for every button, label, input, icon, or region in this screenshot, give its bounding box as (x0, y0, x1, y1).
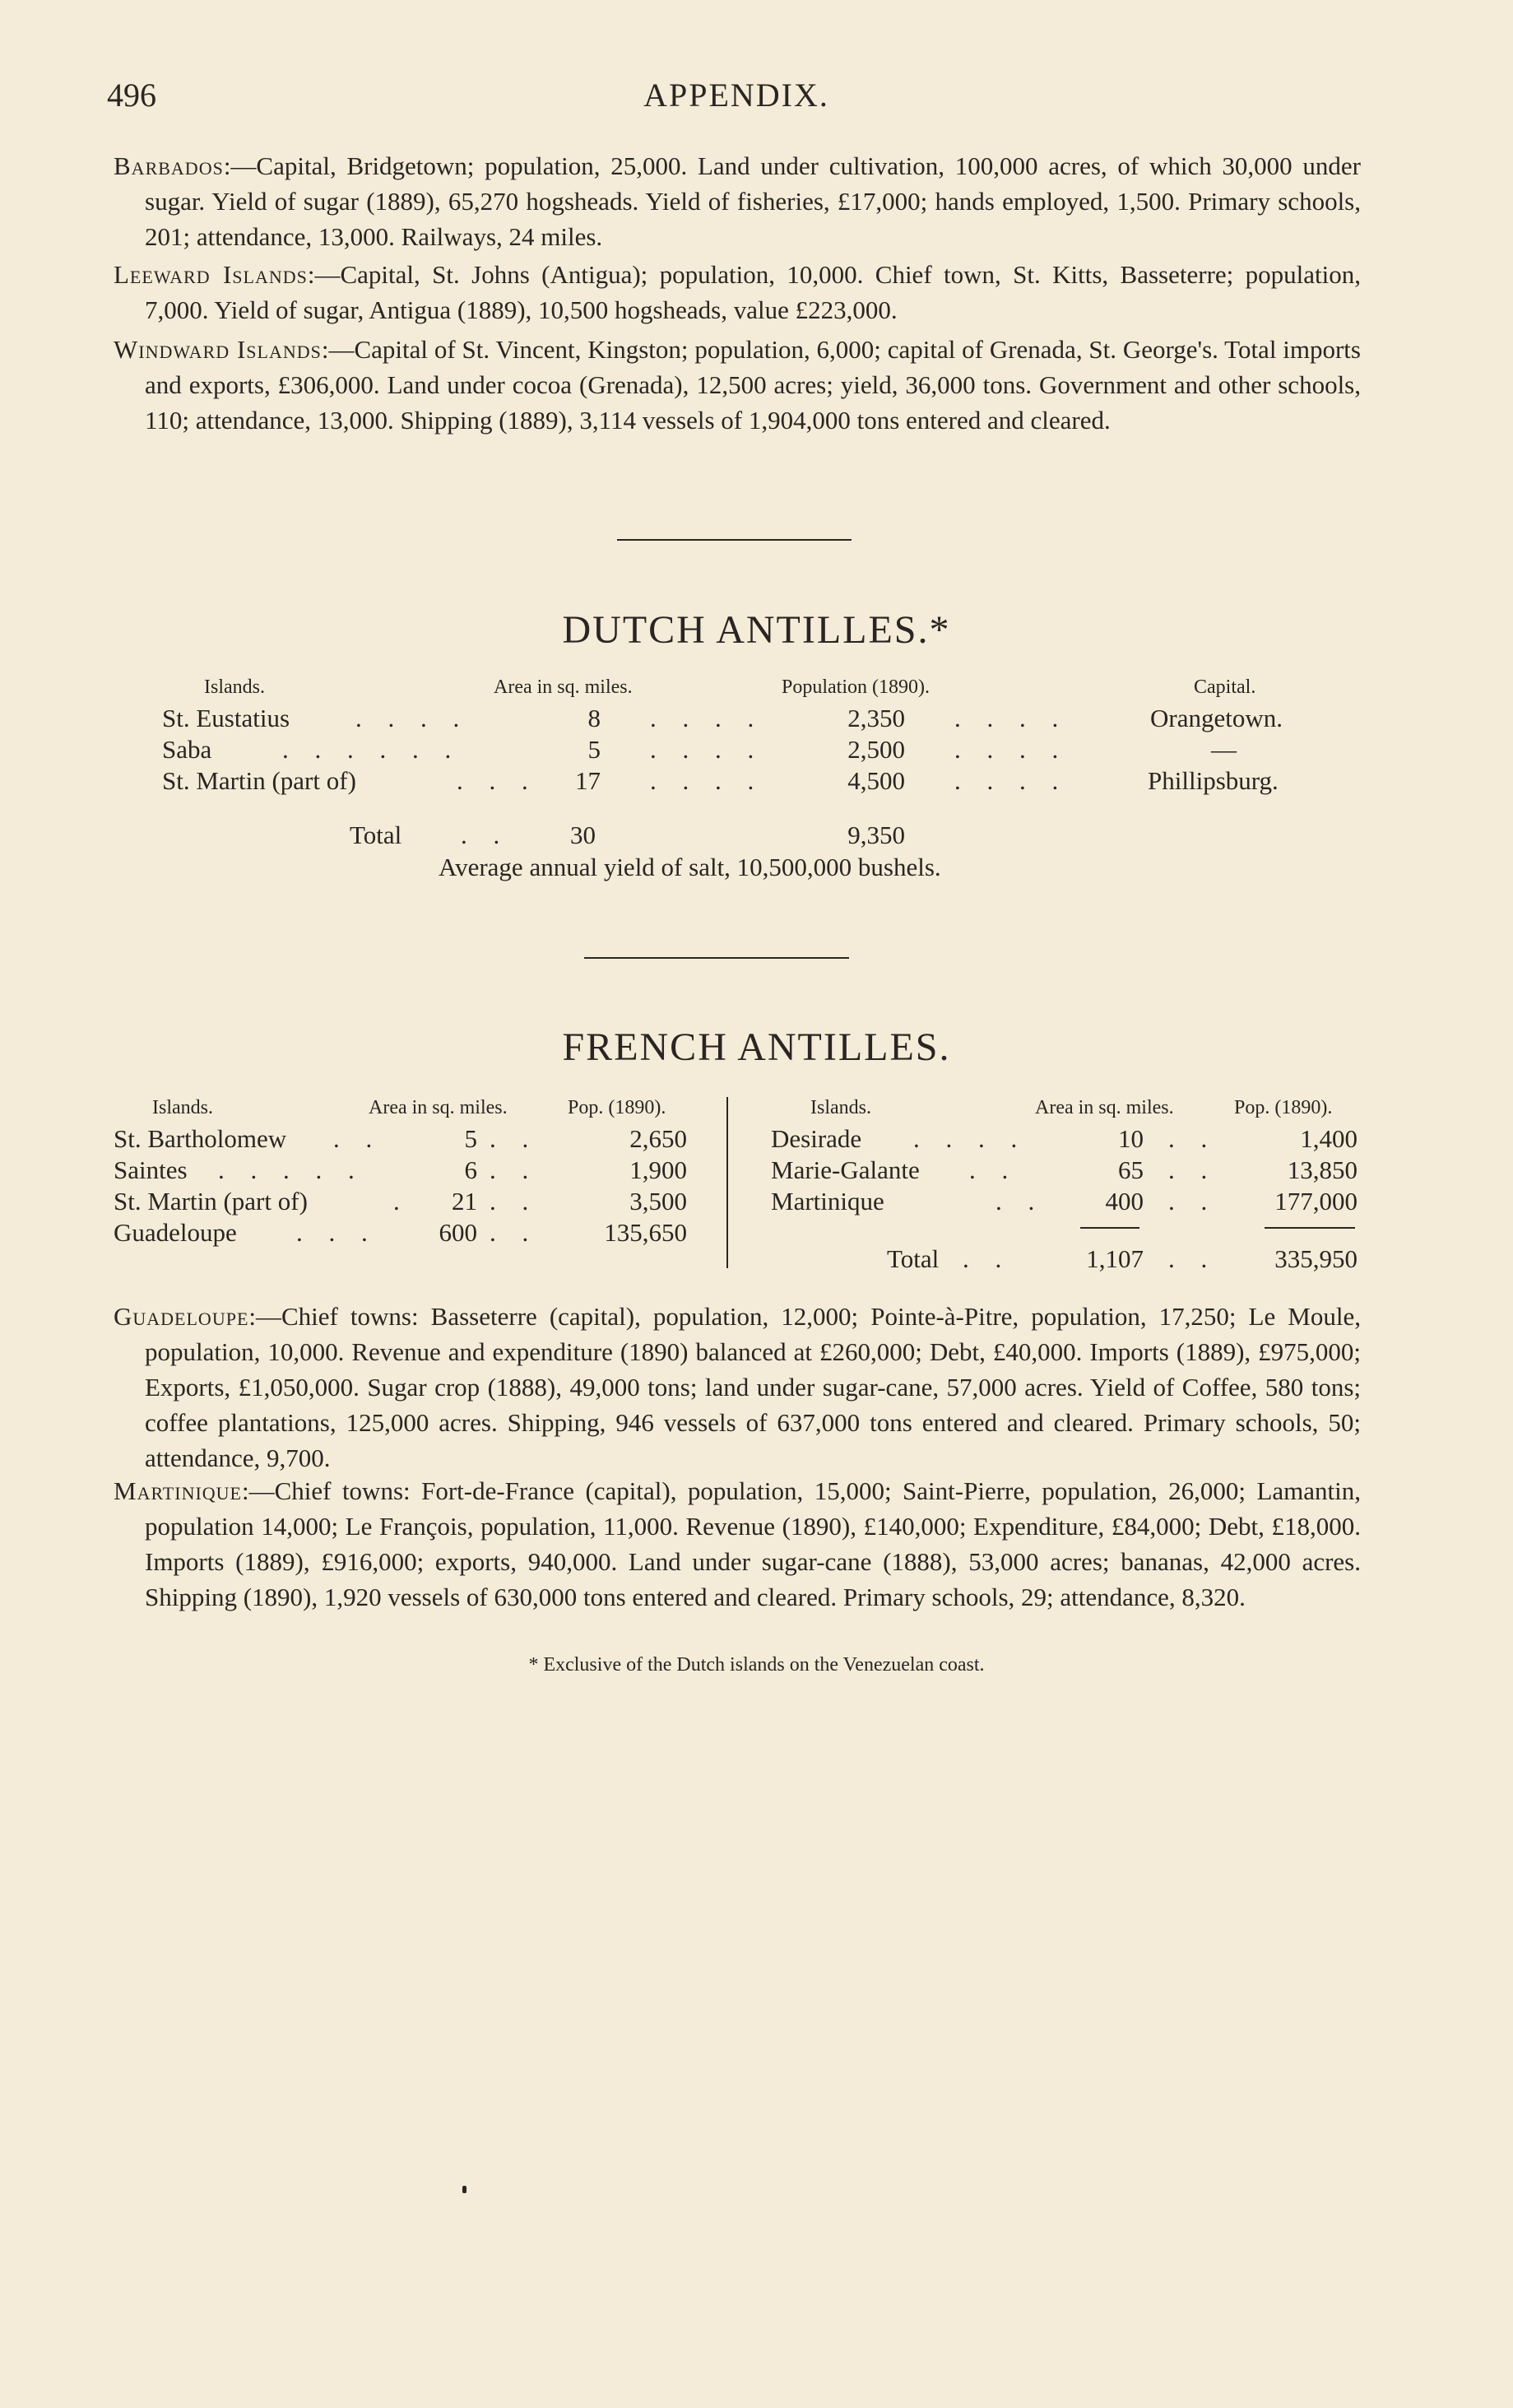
french-left-area: 21 (452, 1187, 477, 1216)
leader-dots: . . (490, 1155, 539, 1184)
dutch-row-island: St. Martin (part of) (162, 766, 356, 795)
page-header (107, 76, 1366, 125)
french-total-pop: 335,950 (1274, 1244, 1358, 1273)
french-total-area: 1,107 (1086, 1244, 1144, 1273)
guadeloupe-heading: Guadeloupe (114, 1302, 249, 1331)
french-antilles-title: FRENCH ANTILLES. (562, 1025, 951, 1069)
leader-dots: . . (1168, 1155, 1218, 1184)
page-number: 496 (107, 77, 156, 114)
dutch-header-population: Population (1890). (782, 676, 930, 698)
leader-dots: . . (969, 1155, 1019, 1184)
section-divider (584, 957, 849, 959)
leader-dots: . . . . (650, 704, 764, 732)
leader-dots: . . . . (355, 704, 470, 732)
french-right-header-islands: Islands. (810, 1097, 871, 1118)
sum-rule-area (1080, 1227, 1139, 1229)
dutch-row-area: 17 (575, 766, 601, 795)
leader-dots: . . (1168, 1124, 1218, 1153)
leader-dots: . . . . (954, 766, 1069, 795)
french-right-pop: 177,000 (1274, 1187, 1358, 1216)
leader-dots: . . . . (954, 704, 1069, 732)
dutch-row-area: 5 (587, 735, 601, 764)
french-left-island: St. Bartholomew (114, 1124, 287, 1153)
french-left-island: St. Martin (part of) (114, 1187, 308, 1216)
barbados-paragraph (114, 148, 1361, 254)
paper-speck (462, 2186, 466, 2193)
french-right-island: Marie-Galante (771, 1155, 920, 1184)
dutch-row-island: Saba (162, 735, 212, 764)
dutch-row-population: 4,500 (847, 766, 905, 795)
french-left-header-islands: Islands. (152, 1097, 213, 1118)
french-left-pop: 135,650 (604, 1218, 687, 1247)
dutch-salt-note: Average annual yield of salt, 10,500,000 bushels. (439, 853, 941, 881)
french-left-area: 6 (464, 1155, 477, 1184)
leader-dots: . . . . (954, 735, 1069, 764)
running-head: APPENDIX. (643, 77, 829, 114)
dutch-row-island: St. Eustatius (162, 704, 290, 732)
leader-dots: . . . . (650, 766, 764, 795)
dutch-row-capital: — (1211, 735, 1237, 764)
leader-dots: . . (333, 1124, 383, 1153)
french-left-pop: 2,650 (629, 1124, 687, 1153)
leader-dots: . . . (296, 1218, 378, 1247)
leader-dots: . . . . . (218, 1155, 364, 1184)
leader-dots: . . (996, 1187, 1045, 1216)
martinique-text: :—Chief towns: Fort-de-France (capital), population, 15,000; Saint-Pierre, population, 26,000; Lamantin, population 14,000; Le François, population, 11,000. Revenue (1890), £140,000; Expenditure, £84,000; Debt, £18,000. Imports (1889), £916,000; exports, 940,000. Land under sugar-cane (1888), 53,000 acres; bananas, 42,000 acres. Shipping (1890), 1,920 vessels of 630,000 tons entered and cleared. Primary schools, 29; attendance, 8,320. (145, 1476, 1361, 1611)
sum-rule-pop (1265, 1227, 1355, 1229)
leader-dots: . . . . . . (282, 735, 462, 764)
french-left-header-area: Area in sq. miles. (369, 1097, 508, 1118)
leader-dots: . . . (457, 766, 538, 795)
leeward-paragraph (114, 257, 1361, 328)
dutch-row-population: 2,350 (847, 704, 905, 732)
french-left-header-pop: Pop. (1890). (568, 1097, 666, 1118)
footnote: * Exclusive of the Dutch islands on the Venezuelan coast. (528, 1654, 985, 1676)
leader-dots: . . (490, 1187, 539, 1216)
barbados-text: :—Capital, Bridgetown; population, 25,000. Land under cultivation, 100,000 acres, of which 30,000 under sugar. Yield of sugar (1889), 65,270 hogsheads. Yield of fisheries, £17,000; hands employed, 1,500. Primary schools, 201; attendance, 13,000. Railways, 24 miles. (145, 151, 1361, 251)
dutch-header-capital: Capital. (1194, 676, 1256, 698)
leader-dots: . . . . (913, 1124, 1028, 1153)
leader-dots: . . . . (650, 735, 764, 764)
french-right-area: 400 (1105, 1187, 1144, 1216)
french-left-pop: 1,900 (629, 1155, 687, 1184)
windward-text: :—Capital of St. Vincent, Kingston; population, 6,000; capital of Grenada, St. George's. Total imports and exports, £306,000. Land under cocoa (Grenada), 12,500 acres; yield, 36,000 tons. Government and other schools, 110; attendance, 13,000. Shipping (1889), 3,114 vessels of 1,904,000 tons entered and cleared. (145, 335, 1361, 435)
french-left-island: Guadeloupe (114, 1218, 237, 1247)
barbados-heading: Barbados (114, 151, 224, 180)
leader-dots: . . (963, 1244, 1012, 1273)
french-right-pop: 13,850 (1287, 1155, 1358, 1184)
dutch-row-capital: Phillipsburg. (1148, 766, 1279, 795)
french-right-pop: 1,400 (1300, 1124, 1358, 1153)
french-right-area: 10 (1118, 1124, 1144, 1153)
dutch-antilles-title: DUTCH ANTILLES.* (562, 608, 951, 652)
dutch-header-area: Area in sq. miles. (494, 676, 633, 698)
leeward-text: :—Capital, St. Johns (Antigua); population, 10,000. Chief town, St. Kitts, Basseterre; population, 7,000. Yield of sugar, Antigua (1889), 10,500 hogsheads, value £223,000. (145, 260, 1362, 324)
leader-dots: . . (490, 1124, 539, 1153)
section-divider (617, 539, 852, 541)
martinique-paragraph (114, 1473, 1361, 1615)
french-total-label: Total (887, 1244, 940, 1273)
french-left-island: Saintes (114, 1155, 188, 1184)
dutch-total-area: 30 (570, 820, 596, 849)
table-column-divider (726, 1097, 728, 1268)
dutch-total-population: 9,350 (847, 820, 905, 849)
martinique-heading: Martinique (114, 1476, 242, 1505)
dutch-row-population: 2,500 (847, 735, 905, 764)
dutch-total-label: Total (350, 820, 402, 849)
french-right-header-area: Area in sq. miles. (1035, 1097, 1174, 1118)
windward-paragraph (114, 332, 1361, 438)
leader-dots: . . (490, 1218, 539, 1247)
french-right-island: Desirade (771, 1124, 862, 1153)
dutch-row-area: 8 (587, 704, 601, 732)
dutch-row-capital: Orangetown. (1150, 704, 1283, 732)
french-right-header-pop: Pop. (1890). (1234, 1097, 1333, 1118)
leader-dots: . . (1168, 1244, 1218, 1273)
guadeloupe-text: :—Chief towns: Basseterre (capital), population, 12,000; Pointe-à-Pitre, population, 17,250; Le Moule, population, 10,000. Revenue and expenditure (1890) balanced at £260,000; Debt, £40,000. Imports (1889), £975,000; Exports, £1,050,000. Sugar crop (1888), 49,000 tons; land under sugar-cane, 57,000 acres. Yield of Coffee, 580 tons; coffee plantations, 125,000 acres. Shipping, 946 vessels of 637,000 tons entered and cleared. Primary schools, 50; attendance, 9,700. (145, 1302, 1361, 1472)
windward-heading: Windward Islands (114, 335, 322, 364)
leader-dots: . (393, 1187, 410, 1216)
french-left-area: 5 (464, 1124, 477, 1153)
leeward-heading: Leeward Islands (114, 260, 308, 289)
french-left-area: 600 (439, 1218, 477, 1247)
leader-dots: . . (1168, 1187, 1218, 1216)
dutch-header-islands: Islands. (204, 676, 265, 698)
french-right-island: Martinique (771, 1187, 884, 1216)
guadeloupe-paragraph (114, 1299, 1361, 1476)
french-left-pop: 3,500 (629, 1187, 687, 1216)
french-right-area: 65 (1118, 1155, 1144, 1184)
leader-dots: . . (461, 820, 510, 849)
